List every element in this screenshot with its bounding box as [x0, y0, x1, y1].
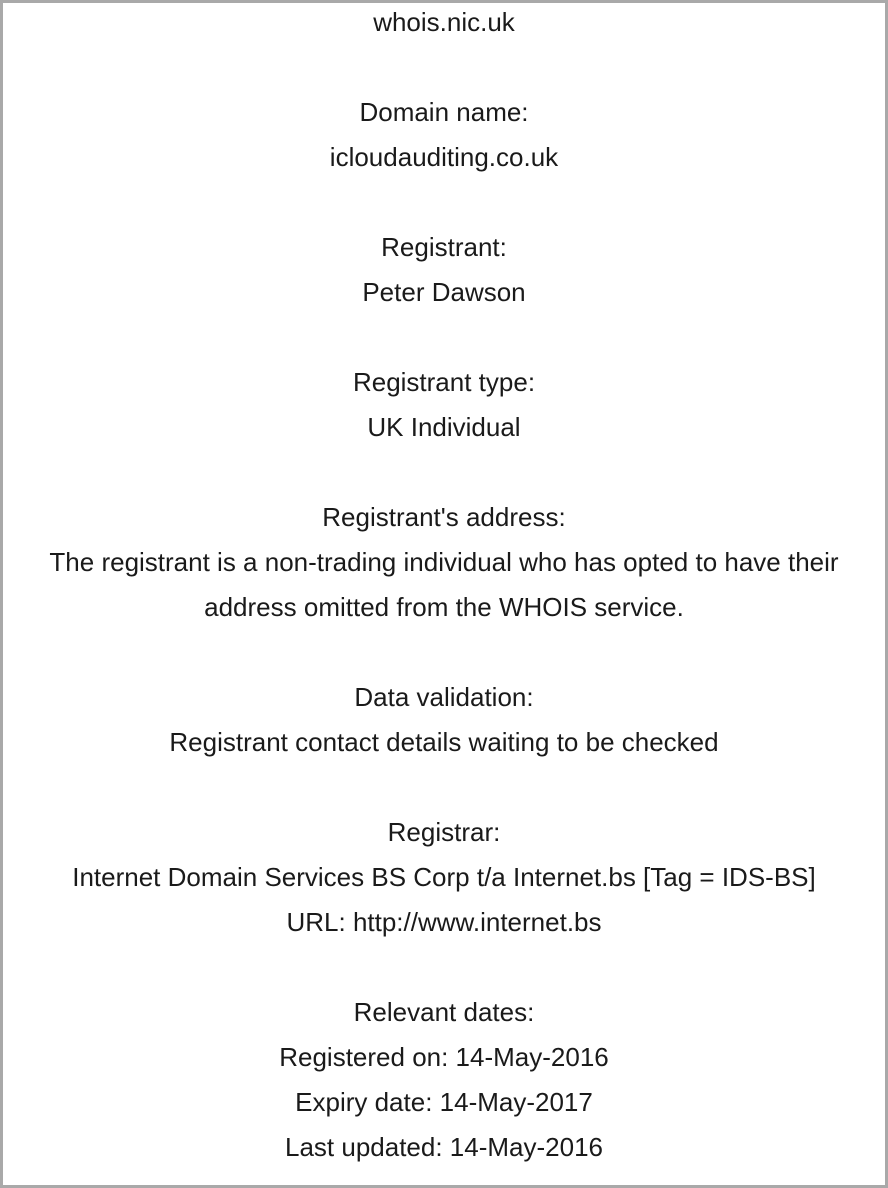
data-validation-section	[3, 675, 885, 765]
registrar-label: Registrar:	[387, 817, 501, 847]
expiry-date: Expiry date: 14-May-2017	[295, 1087, 593, 1117]
registrant-section	[3, 225, 885, 315]
last-updated-date: Last updated: 14-May-2016	[285, 1132, 603, 1162]
domain-name-label: Domain name:	[359, 97, 529, 127]
whois-content	[3, 90, 885, 1170]
registered-on-date: Registered on: 14-May-2016	[279, 1042, 609, 1072]
registrant-type-section	[3, 360, 885, 450]
registrant-value: Peter Dawson	[362, 277, 526, 307]
registrar-name: Internet Domain Services BS Corp t/a Internet.bs [Tag = IDS-BS]	[72, 862, 816, 892]
domain-name-value: icloudauditing.co.uk	[329, 142, 559, 172]
registrar-url: URL: http://www.internet.bs	[286, 907, 602, 937]
data-validation-value: Registrant contact details waiting to be checked	[169, 727, 719, 757]
domain-name-section	[3, 90, 885, 180]
data-validation-label: Data validation:	[354, 682, 534, 712]
registrar-section	[3, 810, 885, 945]
registrant-label: Registrant:	[381, 232, 507, 262]
relevant-dates-section	[3, 990, 885, 1170]
site-title: whois.nic.uk	[373, 7, 515, 37]
registrant-address-label: Registrant's address:	[322, 502, 566, 532]
registrant-address-line-2: address omitted from the WHOIS service.	[204, 592, 684, 622]
registrant-address-section	[3, 495, 885, 630]
relevant-dates-label: Relevant dates:	[353, 997, 535, 1027]
registrant-type-label: Registrant type:	[352, 367, 536, 397]
registrant-address-line-1: The registrant is a non-trading individual who has opted to have their	[49, 547, 839, 577]
registrant-type-value: UK Individual	[367, 412, 521, 442]
